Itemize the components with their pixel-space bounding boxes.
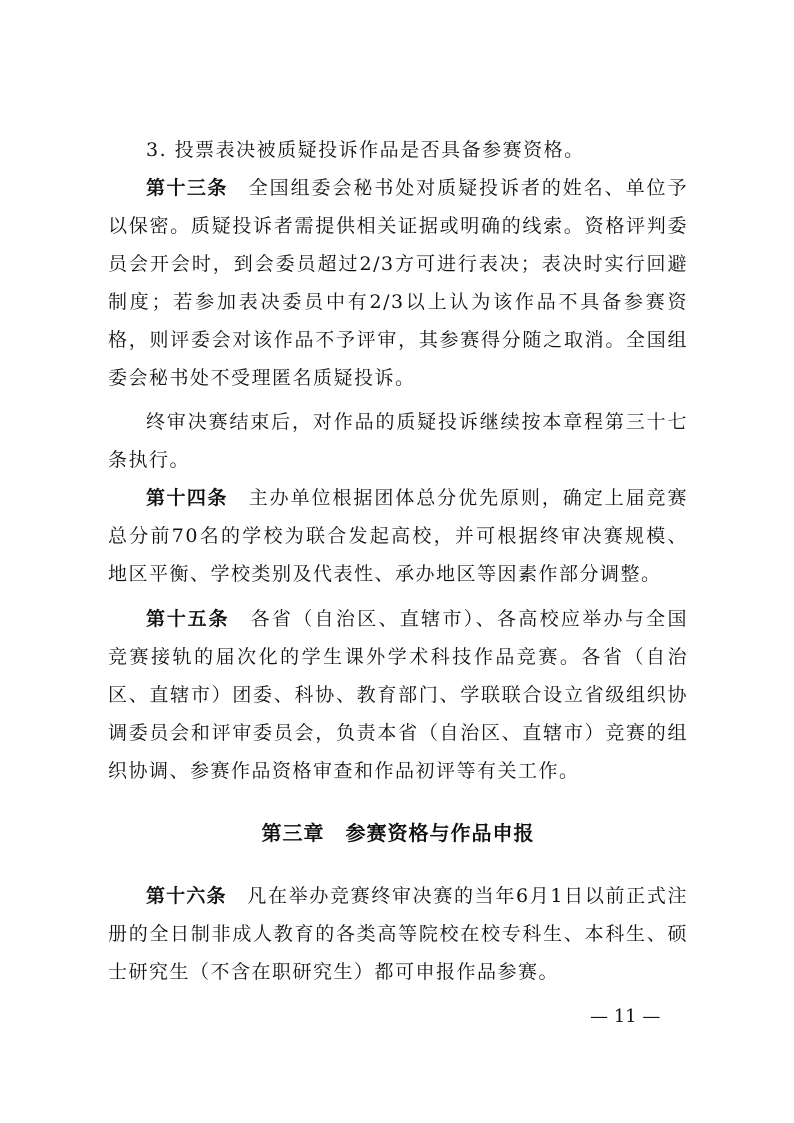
final-round-paragraph: [108, 403, 688, 479]
article-label: 第十四条: [146, 487, 228, 509]
article-16: [108, 877, 688, 991]
paragraph-text: 各省（自治区、直辖市）、各高校应举办与全国竞赛接轨的届次化的学生课外学术科技作品竞赛。各省（自治区、直辖市）团委、科协、教育部门、学联联合设立省级组织协调委员会和评审委员会，负责本省（自治区、直辖市）竞赛的组织协调、参赛作品资格审查和作品初评等有关工作。: [108, 608, 688, 782]
paragraph-text: 3. 投票表决被质疑投诉作品是否具备参赛资格。: [146, 139, 585, 161]
chapter-title: 第三章 参赛资格与作品申报: [261, 821, 535, 845]
article-label: 第十五条: [146, 608, 230, 630]
article-13: [108, 169, 688, 397]
article-label: 第十三条: [146, 177, 228, 199]
article-15: [108, 600, 688, 790]
paragraph-item-3: [108, 131, 688, 169]
paragraph-text: 凡在举办竞赛终审决赛的当年6月1日以前正式注册的全日制非成人教育的各类高等院校在校专科生、本科生、硕士研究生（不含在职研究生）都可申报作品参赛。: [108, 885, 688, 983]
paragraph-text: 终审决赛结束后，对作品的质疑投诉继续按本章程第三十七条执行。: [108, 411, 688, 471]
paragraph-text: 主办单位根据团体总分优先原则，确定上届竞赛总分前70名的学校为联合发起高校，并可根据终审决赛规模、地区平衡、学校类别及代表性、承办地区等因素作部分调整。: [108, 487, 688, 585]
paragraph-text: 全国组委会秘书处对质疑投诉者的姓名、单位予以保密。质疑投诉者需提供相关证据或明确的线索。资格评判委员会开会时，到会委员超过2/3方可进行表决；表决时实行回避制度；若参加表决委员中有2/3以上认为该作品不具备参赛资格，则评委会对该作品不予评审，其参赛得分随之取消。全国组委会秘书处不受理匿名质疑投诉。: [108, 177, 688, 389]
article-14: [108, 479, 688, 593]
page-number: — 11 —: [590, 1006, 661, 1027]
article-label: 第十六条: [146, 885, 227, 907]
